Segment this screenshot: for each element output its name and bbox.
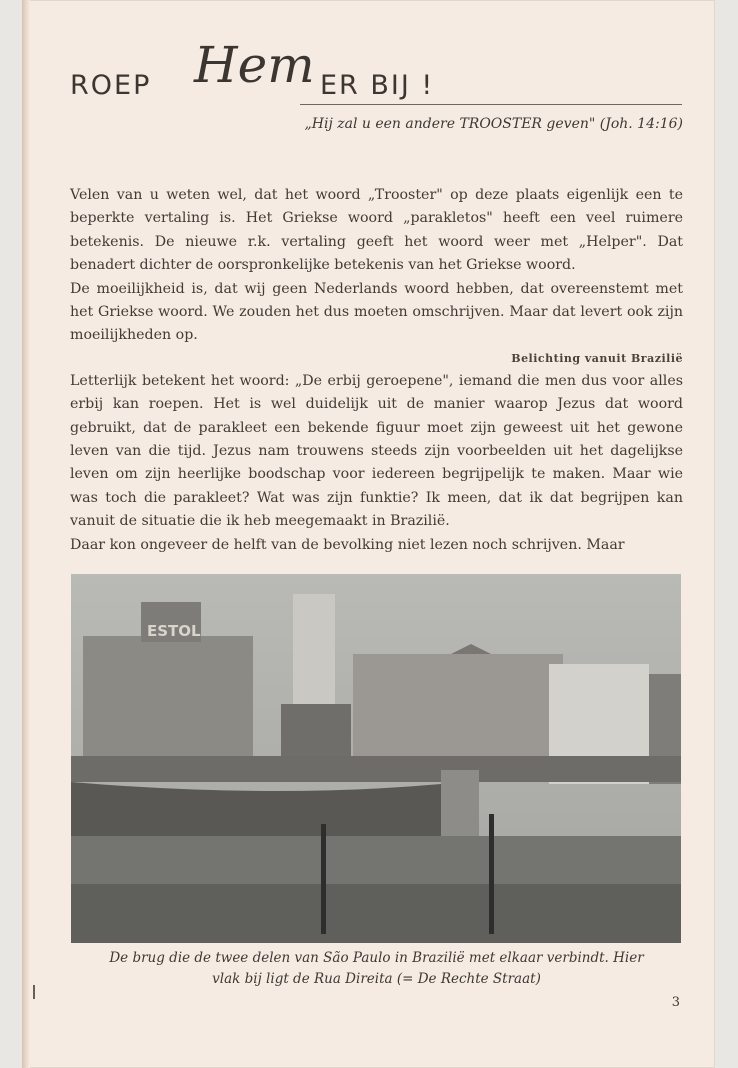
photo-ornate-building [353,654,563,769]
photo-bridge-pier [441,770,479,840]
photo-bridge-deck [71,756,681,782]
title-er-bij: ER BIJ ! [320,70,435,101]
photo-sign-text: ESTOL [147,622,201,640]
title-hem-script: Hem [194,36,315,94]
paragraph-3: Letterlijk betekent het woord: „De erbij geroepene", iemand die men dus voor alles erbij kan roepen. Het is wel duidelijk uit de manier waarop Jezus dat woord gebruikt, dat de parakleet een bekende figuur moet zijn geweest uit het gewone leven van die tijd. Jezus nam trouwens steeds zijn voorbeelden uit het dagelijkse leven om zijn heerlijke boodschap voor iedereen begrijpelijk te maken. Maar wie was toch die parakleet? Wat was zijn funktie? Ik meen, dat ik dat begrijpen kan vanuit de situatie die ik heb meegemaakt in Brazilië. [70,372,683,530]
scan-mark [33,985,35,999]
title-rule [300,104,682,105]
scripture-quote: „Hij zal u een andere TROOSTER geven" (Joh. 14:16) [304,116,683,132]
caption-line-1: De brug die de twee delen van São Paulo in Brazilië met elkaar verbindt. Hier [109,950,644,966]
title-roep: ROEP [70,70,152,101]
article-header [70,36,682,106]
paragraph-1: Velen van u weten wel, dat het woord „Trooster" op deze plaats eigenlijk een te beperkte vertaling is. Het Griekse woord „parakletos" heeft een veel ruimere betekenis. De nieuwe r.k. vertaling geeft het woord weer met „Helper". Dat benadert dichter de oorspronkelijke betekenis van het Griekse woord. [70,187,683,274]
photo-caption [70,948,683,990]
page-number: 3 [671,995,680,1010]
sao-paulo-bridge-photo [71,574,681,943]
photo-parked-cars [71,884,681,943]
paragraph-2: De moeilijkheid is, dat wij geen Nederlands woord hebben, dat overeenstemt met het Griekse woord. We zouden het dus moeten omschrijven. Maar dat levert ook zijn moeilijkheden op. [70,280,683,344]
caption-line-2: vlak bij ligt de Rua Direita (= De Rechte Straat) [212,971,541,987]
photo-lamp-post-right [489,814,494,934]
article-body [70,184,683,557]
page-binding-edge [22,0,30,1068]
paragraph-4: Daar kon ongeveer de helft van de bevolking niet lezen noch schrijven. Maar [70,536,625,553]
photo-building-left [83,636,253,756]
section-subheading: Belichting vanuit Brazilië [511,351,683,365]
photo-lamp-post [321,824,326,934]
photo-illustration [71,574,681,943]
